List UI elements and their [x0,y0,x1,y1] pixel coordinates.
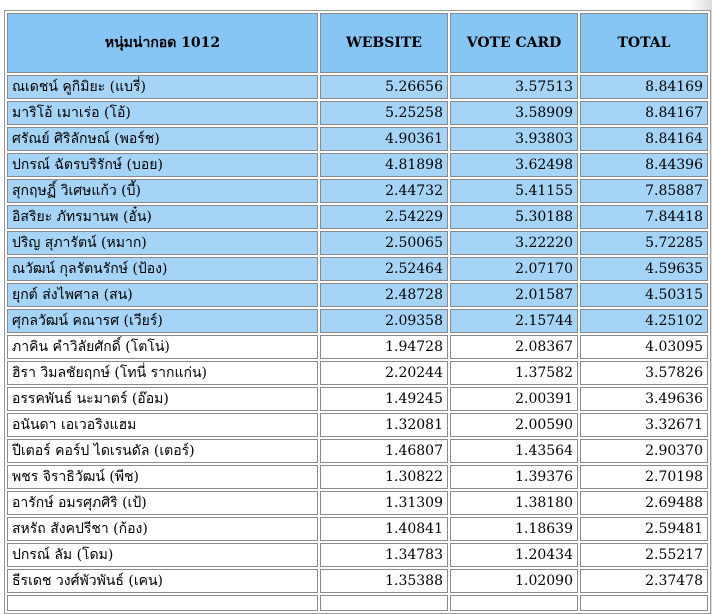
table-row [7,231,708,255]
cell-website: 2.54229 [320,205,448,229]
cell-total: 8.84164 [580,127,708,151]
cell-vote-card: 3.58909 [450,101,578,125]
table-row [7,153,708,177]
cell-website: 2.52464 [320,257,448,281]
cell-total: 2.37478 [580,569,708,593]
cell-name: ฮิรา วิมลชัยฤกษ์ (โทนี่ รากแก่น) [7,361,318,385]
table-row [7,205,708,229]
cell-name: ศุกลวัฒน์ คณารศ (เวียร์) [7,309,318,333]
cell-vote-card: 2.00590 [450,413,578,437]
table-row [7,387,708,411]
table-row-empty [7,595,708,611]
cell-name: ปกรณ์ ฉัตรบริรักษ์ (บอย) [7,153,318,177]
cell-website: 5.26656 [320,75,448,99]
cell-vote-card: 3.93803 [450,127,578,151]
cell-total: 2.55217 [580,543,708,567]
cell-vote-card: 3.62498 [450,153,578,177]
cell-name: สหรัถ สังคปรีชา (ก้อง) [7,517,318,541]
cell-name: สุกฤษฏิ์ วิเศษแก้ว (บี้) [7,179,318,203]
cell-vote-card: 1.20434 [450,543,578,567]
cell-name: พชร จิราธิวัฒน์ (พีช) [7,465,318,489]
cell-vote-card: 1.39376 [450,465,578,489]
table-row [7,517,708,541]
table-row [7,101,708,125]
cell-name: ยุกต์ ส่งไพศาล (สน) [7,283,318,307]
cell-total: 7.85887 [580,179,708,203]
cell-website: 1.35388 [320,569,448,593]
header-vote-card: VOTE CARD [450,13,578,73]
cell-total: 4.59635 [580,257,708,281]
cell-total: 2.59481 [580,517,708,541]
cell-total: 8.84167 [580,101,708,125]
cell-total: 4.25102 [580,309,708,333]
cell-vote-card: 1.37582 [450,361,578,385]
cell-name: อารักษ์ อมรศุภศิริ (เป้) [7,491,318,515]
table-row [7,491,708,515]
cell-website: 1.46807 [320,439,448,463]
cell-website: 2.48728 [320,283,448,307]
table-row [7,283,708,307]
cell-total: 3.32671 [580,413,708,437]
cell-website: 2.20244 [320,361,448,385]
cell-website: 4.90361 [320,127,448,151]
cell-vote-card: 1.38180 [450,491,578,515]
cell-website: 1.32081 [320,413,448,437]
cell-name: อนันดา เอเวอริงแฮม [7,413,318,437]
cell-vote-card: 1.02090 [450,569,578,593]
cell-total: 2.90370 [580,439,708,463]
cell-empty [450,595,578,611]
cell-empty [7,595,318,611]
cell-website: 1.40841 [320,517,448,541]
cell-name: ปริญ สุภารัตน์ (หมาก) [7,231,318,255]
cell-vote-card: 1.43564 [450,439,578,463]
cell-name: มาริโอ้ เมาเร่อ (โอ้) [7,101,318,125]
cell-name: ภาคิน คำวิลัยศักดิ์ (โตโน่) [7,335,318,359]
table-row [7,127,708,151]
cell-website: 2.44732 [320,179,448,203]
cell-name: ณวัฒน์ กุลรัตนรักษ์ (ป้อง) [7,257,318,281]
cell-vote-card: 1.18639 [450,517,578,541]
table-row [7,465,708,489]
table-row [7,413,708,437]
cell-name: ปกรณ์ ลัม (โดม) [7,543,318,567]
cell-total: 2.70198 [580,465,708,489]
cell-total: 5.72285 [580,231,708,255]
cell-vote-card: 2.15744 [450,309,578,333]
table-row [7,569,708,593]
cell-website: 5.25258 [320,101,448,125]
cell-total: 8.84169 [580,75,708,99]
cell-website: 1.94728 [320,335,448,359]
cell-name: ธีรเดช วงศ์พัวพันธ์ (เคน) [7,569,318,593]
table-row [7,309,708,333]
table-body [7,75,708,611]
cell-name: อรรคพันธ์ นะมาตร์ (อ๊อม) [7,387,318,411]
cell-total: 3.57826 [580,361,708,385]
header-name: หนุ่มน่ากอด 1012 [7,13,318,73]
table-row [7,257,708,281]
cell-total: 2.69488 [580,491,708,515]
table-header-row [7,13,708,73]
cell-website: 1.31309 [320,491,448,515]
cell-total: 7.84418 [580,205,708,229]
cell-empty [320,595,448,611]
cell-website: 4.81898 [320,153,448,177]
cell-empty [580,595,708,611]
cell-vote-card: 2.08367 [450,335,578,359]
cell-total: 4.50315 [580,283,708,307]
table-row [7,75,708,99]
cell-name: อิสริยะ ภัทรมานพ (อั๋น) [7,205,318,229]
cell-website: 2.09358 [320,309,448,333]
cell-total: 4.03095 [580,335,708,359]
cell-vote-card: 2.01587 [450,283,578,307]
cell-website: 1.49245 [320,387,448,411]
header-total: TOTAL [580,13,708,73]
cell-vote-card: 2.07170 [450,257,578,281]
cell-name: ณเดชน์ คูกิมิยะ (แบรี่) [7,75,318,99]
cell-name: ศรัณย์ ศิริลักษณ์ (พอร์ช) [7,127,318,151]
vote-results-table [4,10,711,614]
table-row [7,335,708,359]
cell-total: 8.44396 [580,153,708,177]
cell-website: 1.34783 [320,543,448,567]
table-row [7,361,708,385]
header-website: WEBSITE [320,13,448,73]
cell-vote-card: 2.00391 [450,387,578,411]
table-row [7,179,708,203]
cell-vote-card: 3.22220 [450,231,578,255]
table-row [7,543,708,567]
cell-vote-card: 5.30188 [450,205,578,229]
cell-vote-card: 3.57513 [450,75,578,99]
cell-website: 1.30822 [320,465,448,489]
cell-total: 3.49636 [580,387,708,411]
cell-name: ปีเตอร์ คอร์ป ไดเรนดัล (เตอร์) [7,439,318,463]
cell-website: 2.50065 [320,231,448,255]
cell-vote-card: 5.41155 [450,179,578,203]
table-row [7,439,708,463]
